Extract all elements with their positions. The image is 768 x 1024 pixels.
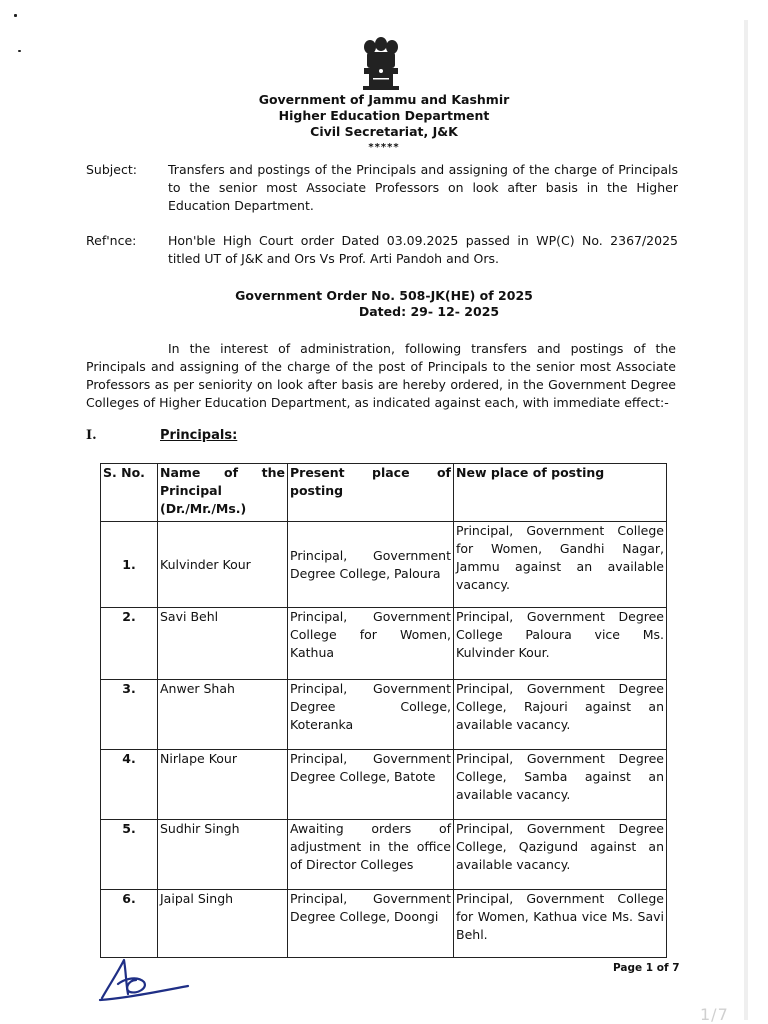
row-new-posting: Principal, Government Degree College, Qazigund against an available vacancy.	[454, 820, 667, 890]
viewer-page-indicator: 1/7	[700, 1005, 729, 1024]
reference-block	[86, 232, 686, 270]
row-name: Jaipal Singh	[158, 890, 288, 958]
scan-edge-shadow	[744, 20, 748, 1020]
table-row	[101, 680, 667, 750]
header-present-posting: Present place of posting	[288, 464, 454, 522]
signature-icon	[96, 954, 196, 1004]
order-paragraph	[86, 340, 676, 412]
department-name: Higher Education Department	[278, 108, 490, 123]
section-title: Principals:	[160, 428, 238, 443]
table-row	[101, 890, 667, 958]
header-name: Name of the Principal (Dr./Mr./Ms.)	[158, 464, 288, 522]
row-name: Kulvinder Kour	[158, 522, 288, 608]
table-header-row	[101, 464, 667, 522]
scan-speck	[18, 50, 21, 52]
row-sno: 1.	[101, 522, 158, 608]
row-present-posting: Principal, Government Degree College, Doongi	[288, 890, 454, 958]
row-name: Sudhir Singh	[158, 820, 288, 890]
row-sno: 2.	[101, 608, 158, 680]
row-name: Anwer Shah	[158, 680, 288, 750]
row-sno: 5.	[101, 820, 158, 890]
table-row	[101, 522, 667, 608]
row-present-posting: Principal, Government College for Women, Kathua	[288, 608, 454, 680]
separator-stars: *****	[368, 142, 400, 153]
row-present-posting: Principal, Government Degree College, Paloura	[288, 522, 454, 608]
government-name: Government of Jammu and Kashmir	[258, 92, 510, 107]
table-row	[101, 820, 667, 890]
order-paragraph-text: In the interest of administration, following transfers and postings of the Principals and assigning of the charge of the post of Principals to the senior most Associate Professors as per seniority on look after basis are hereby ordered, in the Government Degree Colleges of Higher Education Department, as indicated against each, with immediate effect:-	[86, 341, 676, 410]
row-new-posting: Principal, Government Degree College, Samba against an available vacancy.	[454, 750, 667, 820]
row-name: Nirlape Kour	[158, 750, 288, 820]
row-name: Savi Behl	[158, 608, 288, 680]
row-present-posting: Principal, Government Degree College, Batote	[288, 750, 454, 820]
table-row	[101, 750, 667, 820]
order-heading	[0, 288, 768, 320]
row-new-posting: Principal, Government College for Women, Gandhi Nagar, Jammu against an available vacancy.	[454, 522, 667, 608]
subject-text: Transfers and postings of the Principals and assigning of the charge of Principals to the senior most Associate Professors on look after basis in the Higher Education Department.	[168, 162, 678, 213]
page-number: Page 1 of 7	[613, 962, 680, 974]
header-new-posting: New place of posting	[454, 464, 667, 522]
table-row	[101, 608, 667, 680]
subject-label: Subject:	[86, 162, 137, 177]
national-emblem-icon	[355, 32, 407, 92]
reference-text: Hon'ble High Court order Dated 03.09.2025 passed in WP(C) No. 2367/2025 titled UT of J&K and Ors Vs Prof. Arti Pandoh and Ors.	[168, 233, 678, 266]
reference-label: Ref'nce:	[86, 233, 137, 248]
row-new-posting: Principal, Government Degree College, Rajouri against an available vacancy.	[454, 680, 667, 750]
order-date: Dated: 29- 12- 2025	[358, 304, 500, 319]
scan-speck	[14, 14, 17, 17]
row-new-posting: Principal, Government College for Women, Kathua vice Ms. Savi Behl.	[454, 890, 667, 958]
letterhead	[0, 92, 768, 156]
section-number: I.	[86, 428, 97, 443]
row-sno: 4.	[101, 750, 158, 820]
row-present-posting: Awaiting orders of adjustment in the office of Director Colleges	[288, 820, 454, 890]
row-sno: 6.	[101, 890, 158, 958]
row-sno: 3.	[101, 680, 158, 750]
office-name: Civil Secretariat, J&K	[310, 124, 458, 139]
row-new-posting: Principal, Government Degree College Paloura vice Ms. Kulvinder Kour.	[454, 608, 667, 680]
row-present-posting: Principal, Government Degree College, Koteranka	[288, 680, 454, 750]
subject-block	[86, 161, 686, 217]
order-number: Government Order No. 508-JK(HE) of 2025	[235, 288, 533, 303]
transfers-table	[100, 463, 667, 958]
header-sno: S. No.	[101, 464, 158, 522]
